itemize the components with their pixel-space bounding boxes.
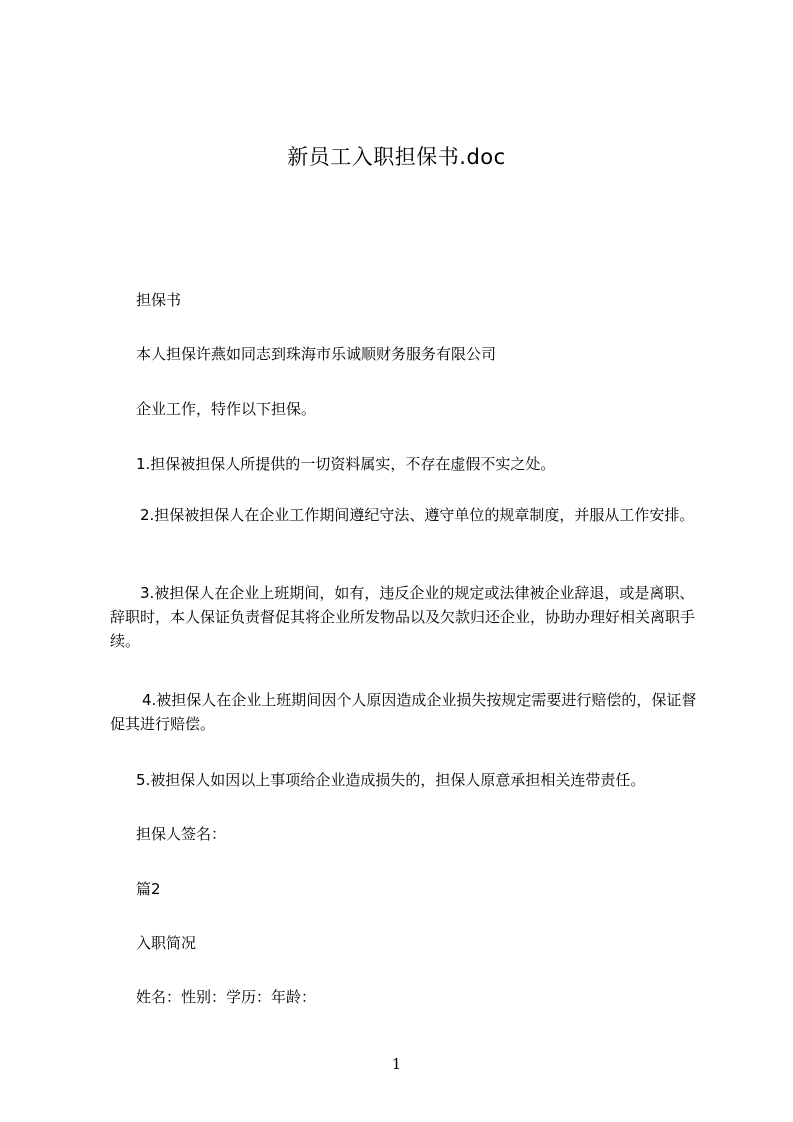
paragraph-item-5: 5.被担保人如因以上事项给企业造成损失的，担保人原意承担相关连带责任。: [136, 771, 646, 789]
paragraph-item-4: 4.被担保人在企业上班期间因个人原因造成企业损失按规定需要进行赔偿的，保证督促其进行赔偿。: [110, 691, 697, 733]
document-title: 新员工入职担保书.doc: [287, 145, 506, 169]
paragraph-intro-continued: 企业工作，特作以下担保。: [136, 400, 317, 418]
paragraph-item-2: 2.担保被担保人在企业工作期间遵纪守法、遵守单位的规章制度，并服从工作安排。: [140, 506, 695, 524]
paragraph-heading: 担保书: [136, 291, 182, 309]
page-number: 1: [391, 1055, 402, 1073]
paragraph-item-1: 1.担保被担保人所提供的一切资料属实，不存在虚假不实之处。: [136, 455, 556, 473]
personal-info-fields: 姓名：性别：学历：年龄：: [136, 988, 317, 1006]
onboarding-summary-heading: 入职简况: [136, 934, 197, 952]
section-heading-part-2: 篇2: [136, 880, 161, 898]
guarantor-signature-label: 担保人签名：: [136, 825, 227, 843]
paragraph-intro: 本人担保许燕如同志到珠海市乐诚顺财务服务有限公司: [136, 345, 497, 363]
paragraph-item-3: 3.被担保人在企业上班期间，如有，违反企业的规定或法律被企业辞退，或是离职、辞职时，本人保证负责督促其将企业所发物品以及欠款归还企业，协助办理好相关离职手续。: [110, 584, 696, 650]
